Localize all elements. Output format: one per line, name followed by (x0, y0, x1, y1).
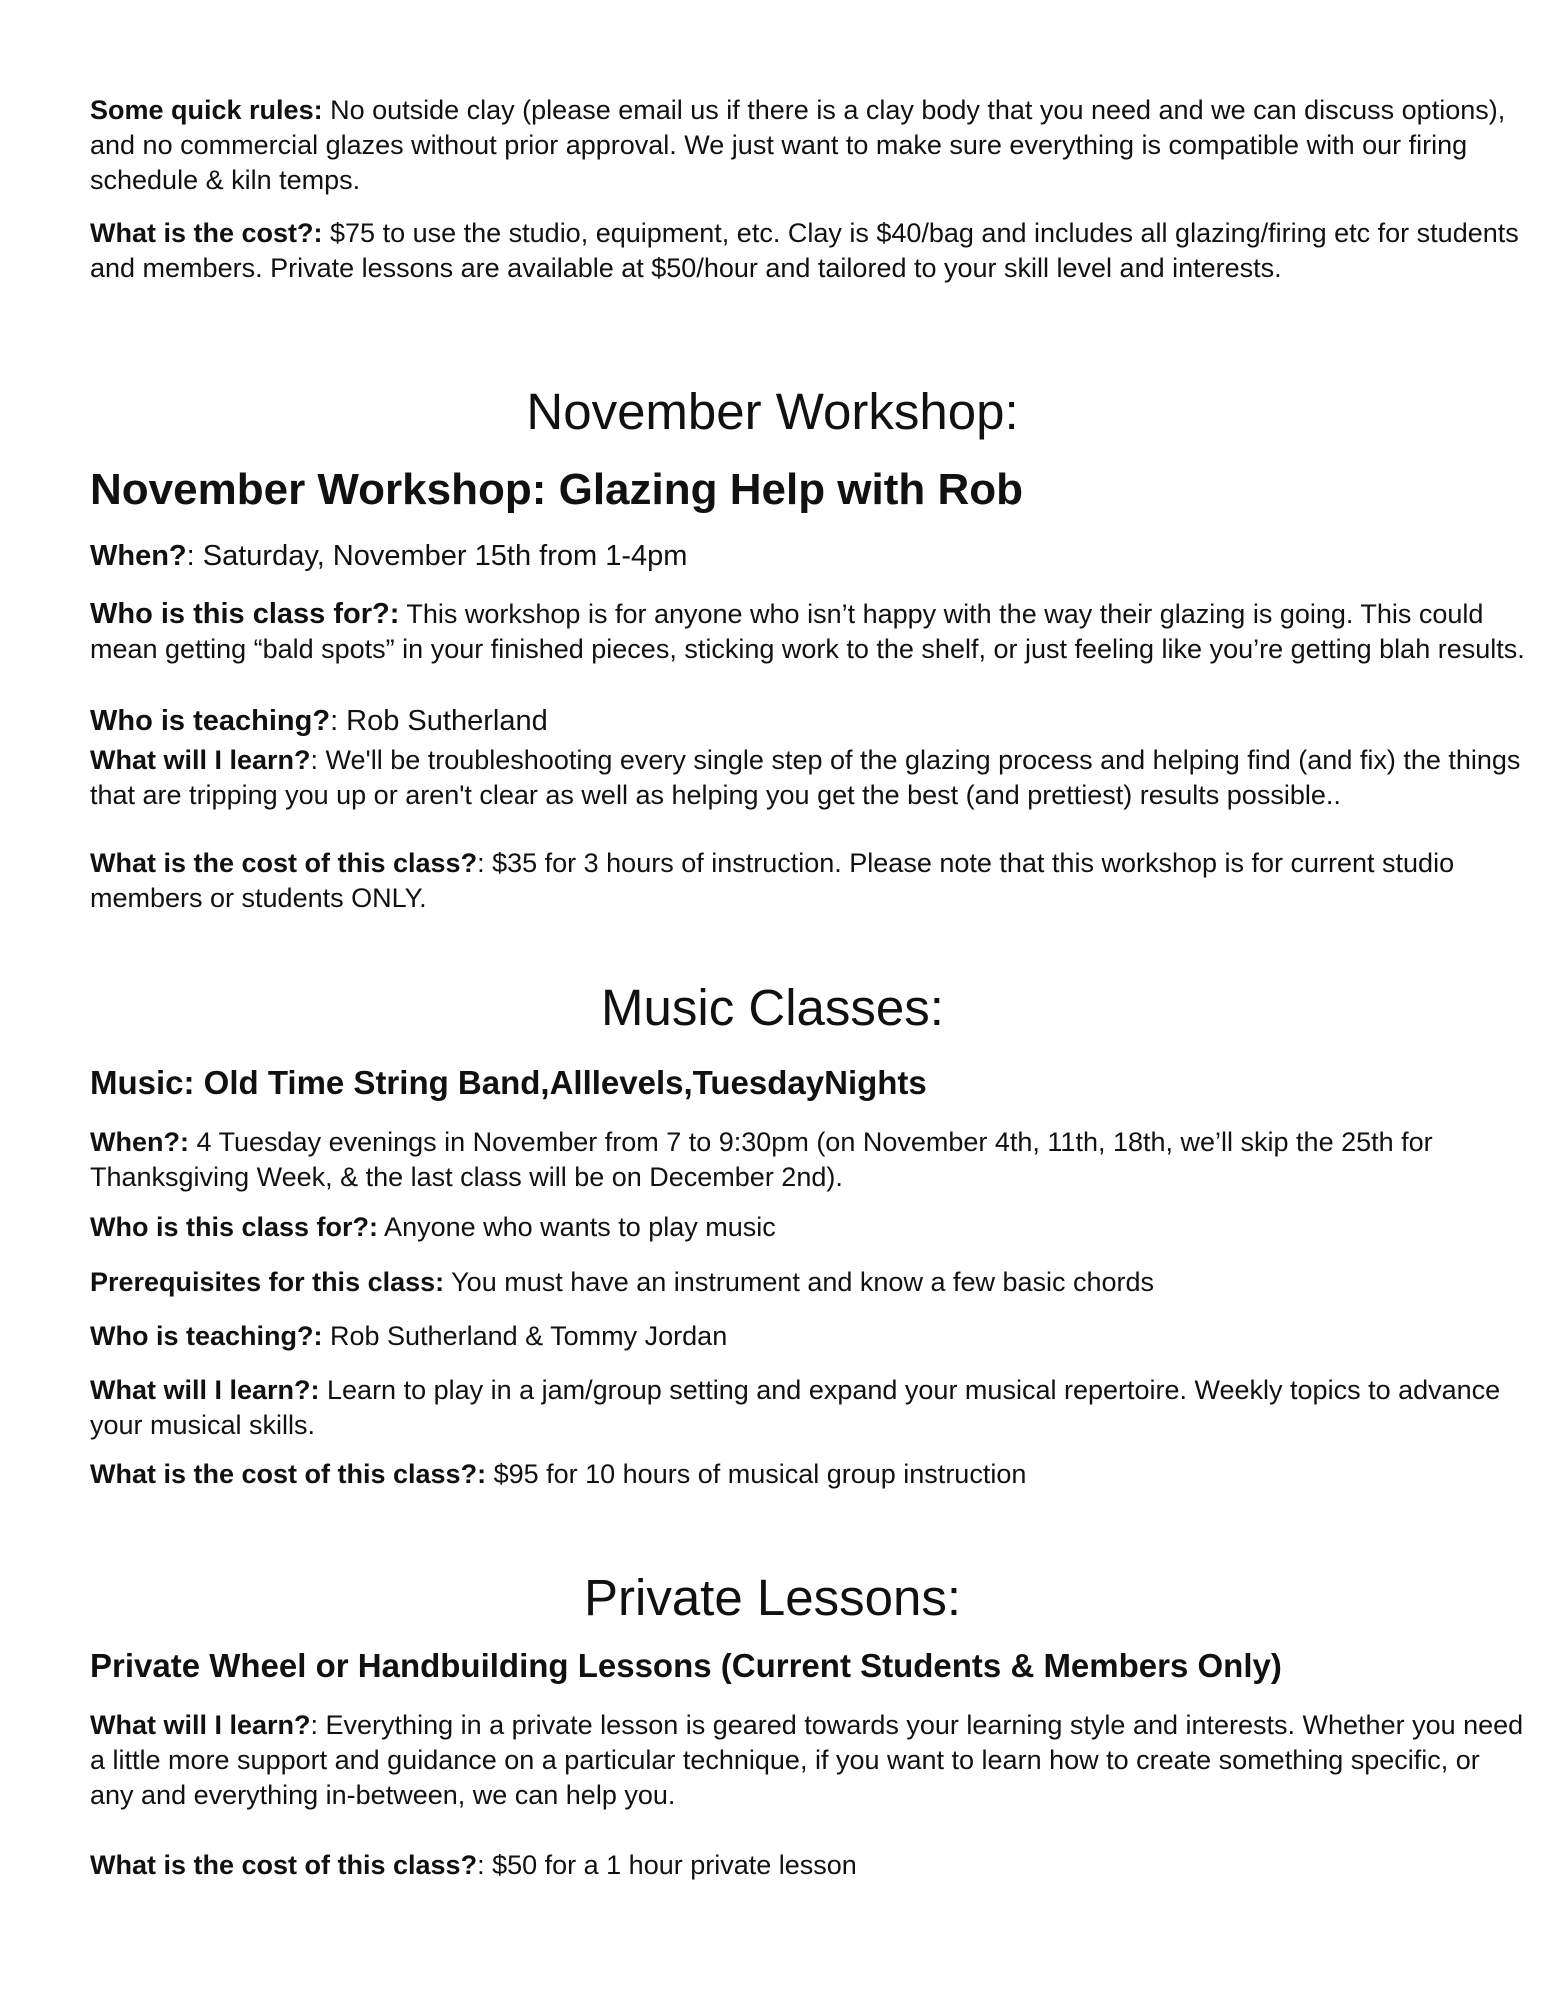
november-who-for-text: This workshop is for anyone who isn’t happy with the way their glazing is going. This could mean getting “bald spots” in your finished pieces, sticking work to the shelf, or just feeling like you’re getting blah results. (90, 599, 1525, 664)
november-when-text: : Saturday, November 15th from 1-4pm (186, 540, 688, 572)
music-who-for-text: Anyone who wants to play music (378, 1212, 776, 1242)
private-cost (90, 1848, 1530, 1883)
november-who-for (90, 596, 1530, 667)
music-teacher-text: Rob Sutherland & Tommy Jordan (322, 1321, 728, 1351)
studio-cost-text: $75 to use the studio, equipment, etc. Clay is $40/bag and includes all glazing/firing etc for students and members. Private lessons are available at $50/hour and tailored to your skill level and interests. (90, 218, 1519, 283)
music-section-heading: Music Classes: (601, 979, 944, 1036)
quick-rules-label: Some quick rules: (90, 95, 323, 125)
music-learn-label: What will I learn?: (90, 1375, 320, 1405)
music-cost-text: $95 for 10 hours of musical group instruction (486, 1459, 1027, 1489)
november-who-for-label: Who is this class for?: (90, 598, 400, 630)
quick-rules-paragraph (90, 93, 1530, 198)
november-teacher-text: : Rob Sutherland (330, 705, 548, 737)
november-when-label: When? (90, 540, 187, 572)
november-teacher (90, 703, 1530, 739)
music-class-title: Music: Old Time String Band,Alllevels,TuesdayNights (90, 1064, 927, 1101)
november-class-title: November Workshop: Glazing Help with Rob (90, 465, 1024, 514)
music-cost (90, 1457, 1530, 1492)
music-learn-text: Learn to play in a jam/group setting and expand your musical repertoire. Weekly topics to advance your musical skills. (90, 1375, 1501, 1440)
music-when-label: When?: (90, 1127, 189, 1157)
november-cost-label: What is the cost of this class? (90, 848, 478, 878)
private-class-title: Private Wheel or Handbuilding Lessons (Current Students & Members Only) (90, 1647, 1282, 1684)
november-when (90, 538, 1530, 574)
music-teacher (90, 1319, 1530, 1354)
studio-cost-label: What is the cost?: (90, 218, 323, 248)
november-teacher-label: Who is teaching? (90, 705, 331, 737)
private-cost-label: What is the cost of this class? (90, 1850, 478, 1880)
music-cost-label: What is the cost of this class?: (90, 1459, 487, 1489)
music-when (90, 1125, 1530, 1195)
november-learn-label: What will I learn? (90, 745, 311, 775)
music-prereq-text: You must have an instrument and know a few basic chords (444, 1267, 1155, 1297)
private-section-heading: Private Lessons: (583, 1569, 962, 1626)
private-learn-label: What will I learn? (90, 1710, 311, 1740)
november-cost-text: : $35 for 3 hours of instruction. Please note that this workshop is for current studio members or students ONLY. (90, 848, 1455, 913)
november-section-heading: November Workshop: (526, 383, 1019, 440)
music-learn (90, 1373, 1530, 1443)
private-learn (90, 1708, 1530, 1813)
studio-cost-paragraph (90, 216, 1530, 286)
music-prereq-label: Prerequisites for this class: (90, 1267, 445, 1297)
music-teacher-label: Who is teaching?: (90, 1321, 323, 1351)
music-who-for (90, 1210, 1530, 1245)
music-prereq (90, 1265, 1530, 1300)
music-when-text: 4 Tuesday evenings in November from 7 to 9:30pm (on November 4th, 11th, 18th, we’ll skip the 25th for Thanksgiving Week, & the last class will be on December 2nd). (90, 1127, 1433, 1192)
quick-rules-text: No outside clay (please email us if there is a clay body that you need and we can discuss options), and no commercial glazes without prior approval. We just want to make sure everything is compatible with our firing schedule & kiln temps. (90, 95, 1506, 195)
music-who-for-label: Who is this class for?: (90, 1212, 379, 1242)
november-learn (90, 743, 1530, 813)
private-learn-text: : Everything in a private lesson is geared towards your learning style and interests. Whether you need a little more support and guidance on a particular technique, if you want to learn how to create something specific, or any and everything in-between, we can help you. (90, 1710, 1524, 1810)
november-cost (90, 846, 1530, 916)
november-learn-text: : We'll be troubleshooting every single step of the glazing process and helping find (and fix) the things that are tripping you up or aren't clear as well as helping you get the best (and prettiest) results possible.. (90, 745, 1521, 810)
private-cost-text: : $50 for a 1 hour private lesson (477, 1850, 857, 1880)
